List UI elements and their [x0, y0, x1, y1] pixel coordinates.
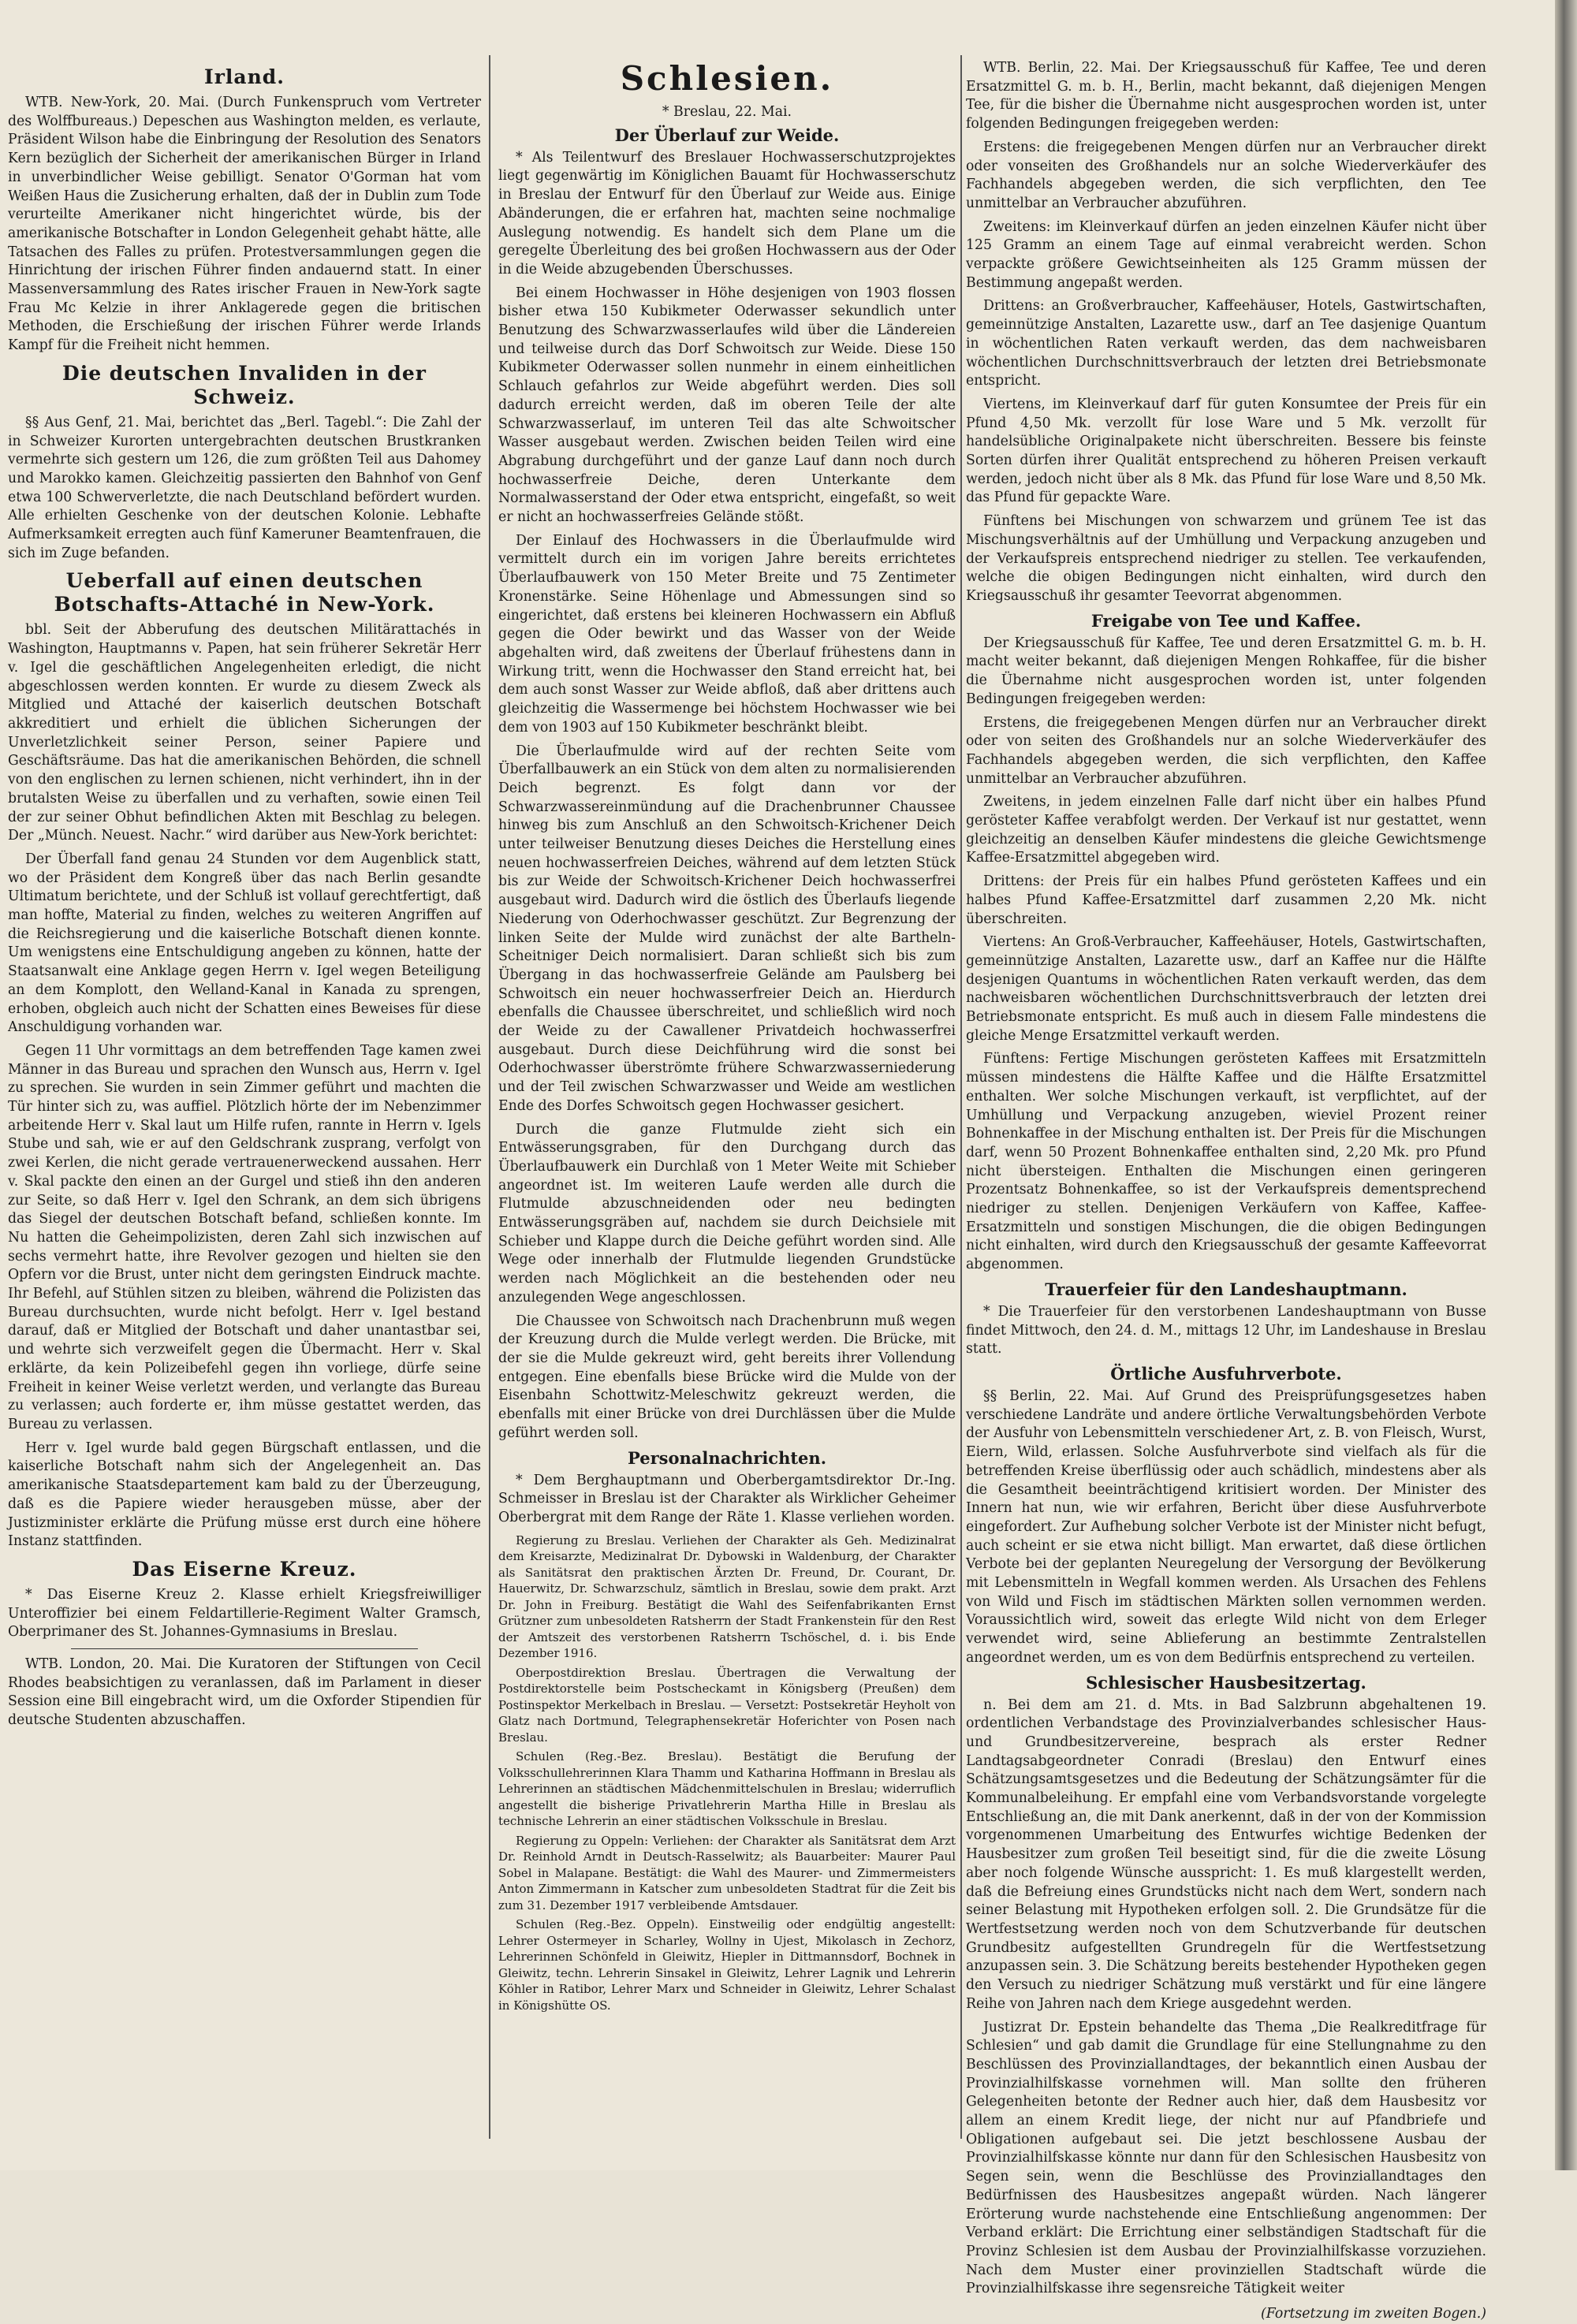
article-tee-intro: WTB. Berlin, 22. Mai. Der Kriegsausschuß für Kaffee, Tee und deren Ersatzmittel G. m. b. H., Berlin, macht bekannt, daß diejenigen Mengen Tee, für die bisher die Übernahme nicht ausgesprochen worden ist, unter folgenden Bedingungen freigegeben werden:	[966, 60, 1486, 132]
article-london: WTB. London, 20. Mai. Die Kuratoren der Stiftungen von Cecil Rhodes beabsichtigen zu veranlassen, daß im Parlament in dieser Session eine Bill eingebracht wird, um die Oxforder Stipendien für deutsche Studenten abzuschaffen.	[8, 1656, 481, 1729]
heading-ausfuhrverbote: Örtliche Ausfuhrverbote.	[1110, 1364, 1342, 1384]
article-personal: * Dem Berghauptmann und Oberbergamtsdirektor Dr.-Ing. Schmeisser in Breslau ist der Charakter als Wirklicher Geheimer Oberbergrat mit dem Range der Räte 1. Klasse verliehen worden.	[498, 1472, 956, 1525]
heading-freigabe: Freigabe von Tee und Kaffee.	[1090, 610, 1362, 631]
article-tee-2: Zweitens: im Kleinverkauf dürfen an jeden einzelnen Käufer nicht über 125 Gramm an einem Tage auf einmal verabreicht werden. Schon verpackte größere Gewichtseinheiten als 125 Gramm müssen der Bestimmung angepaßt werden.	[966, 218, 1486, 291]
heading-schlesien: Schlesien.	[620, 59, 834, 98]
personal-item: Regierung zu Breslau. Verliehen der Charakter als Geh. Medizinalrat dem Kreisarzte, Medizinalrat Dr. Dybowski in Waldenburg, der Charakter als Sanitätsrat den praktischen Ärzten Dr. Freund, Dr. Courant, Dr. Hauerwitz, Dr. Schwarzschulz, sämtlich in Breslau, sowie dem prakt. Arzt Dr. John in Freiburg. Bestätigt die Wahl des Seifenfabrikanten Ernst Grützner zum unbesoldeten Ratsherrn der Stadt Frankenstein für den Rest der Amtszeit des verstorbenen Ratsherrn Tschöschel, d. i. bis Ende Dezember 1916.	[498, 1533, 956, 1661]
personal-item: Schulen (Reg.-Bez. Oppeln). Einstweilig oder endgültig angestellt: Lehrer Ostermeyer in Scharley, Wollny in Ujest, Mikolasch in Zechorz, Lehrerinnen Schönfeld in Gleiwitz, Hiepler in Dittmannsdorf, Bochnek in Gleiwitz, techn. Lehrerin Sinsakel in Gleiwitz, Lehrer Lagnik und Lehrerin Köhler in Ratibor, Lehrer Marx und Schneider in Gleiwitz, Lehrer Schalast in Königshütte OS.	[498, 1917, 956, 2013]
article-irland: WTB. New-York, 20. Mai. (Durch Funkenspruch vom Vertreter des Wolffbureaus.) Depeschen aus Washington melden, es verlaute, Präsident Wilson habe die Einbringung der Resolution des Senators Kern bezüglich der Sicherheit der amerikanischen Bürger in Irland in unverbindlicher Weise gebilligt. Senator O'Gorman hat vom Weißen Haus die Zusicherung erhalten, daß der in Dublin zum Tode verurteilte Amerikaner nicht hingerichtet würde, bis der amerikanische Botschafter in London Gelegenheit gehabt hätte, alle Tatsachen des Falles zu prüfen. Protestversammlungen gegen die Hinrichtung der irischen Führer finden andauernd statt. In einer Massenversammlung des Rates irischer Frauen in New-York sagte Frau Mc Kelzie in ihrer Anklagerede gegen die britischen Methoden, die Erschießung der irischen Führer werde Irlands Kampf für die Freiheit nicht hemmen.	[8, 95, 482, 354]
article-ueberfall-p2: Der Überfall fand genau 24 Stunden vor dem Augenblick statt, wo der Präsident dem Kongreß über das nach Berlin gesandte Ultimatum berichtete, und der Schluß ist vollauf gerechtfertigt, daß man hoffte, Material zu finden, welches zu weiteren Angriffen auf die Reichsregierung und die kaiserliche Botschaft dienen konnte. Um wenigstens eine Entschuldigung angeben zu können, hatte der Staatsanwalt eine Anklage gegen Herrn v. Igel wegen Beteiligung an dem Komplott, den Welland-Kanal in Kanada zu sprengen, erhoben, obgleich auch nicht der Schatten eines Beweises für diese Anschuldigung vorhanden war.	[8, 851, 481, 1036]
column-middle	[498, 59, 956, 2139]
article-kaffee-intro: Der Kriegsausschuß für Kaffee, Tee und deren Ersatzmittel G. m. b. H. macht weiter bekannt, daß diejenigen Mengen Rohkaffee, für die bisher die Übernahme nicht ausgesprochen worden ist, unter folgenden Bedingungen freigegeben werden:	[966, 635, 1486, 707]
article-weide-p5: Durch die ganze Flutmulde zieht sich ein Entwässerungsgraben, für den Durchgang durch das Überlaufbauwerk ein Durchlaß von 1 Meter Weite mit Schieber angeordnet ist. Im weiteren Laufe werden alle durch die Flutmulde abzuschneidenden oder neu bedingten Entwässerungsgräben auf, nachdem sie durch Deichsiele mit Schieber und Klappe durch die Deiche geführt worden sind. Alle Wege oder innerhalb der Flutmulde liegenden Grundstücke werden nach Möglichkeit an die bestehenden oder neu anzulegenden Wege angeschlossen.	[498, 1121, 956, 1305]
article-ueberfall-p3: Gegen 11 Uhr vormittags an dem betreffenden Tage kamen zwei Männer in das Bureau und sprachen den Wunsch aus, Herrn v. Igel zu sprechen. Sie wurden in sein Zimmer geführt und machten die Tür hinter sich zu, was auffiel. Plötzlich hörte der im Nebenzimmer arbeitende Herr v. Skal laut um Hilfe rufen, rannte in Herrn v. Igels Stube und sah, wie er auf den Geldschrank zusprang, verfolgt von zwei Kerlen, die nicht gerade vertrauenerweckend aussahen. Herr v. Skal packte den einen an der Gurgel und stieß ihn den anderen zur Seite, so daß Herr v. Igel den Schrank, an dem sich übrigens das Siegel der deutschen Botschaft befand, schließen konnte. Im Nu hatten die Geheimpolizisten, deren Zahl sich inzwischen auf sechs vermehrt hatte, ihre Revolver gezogen und hielten sie den Opfern vor die Brust, unter nicht dem geringsten Eindruck machte. Ihr Befehl, auf Stühlen sitzen zu bleiben, während die Polizisten das Bureau durchsuchten, wurde nicht befolgt. Herr v. Igel bestand darauf, daß er Mitglied der Botschaft und daher unantastbar sei, und wehrte sich verzweifelt gegen die Übermacht. Herr v. Skal erklärte, da kein Polizeibefehl gegen ihn vorliege, dürfe seine Freiheit in keiner Weise verletzt werden, und verlangte das Bureau zu verlassen; auch forderte er, ihm müsse gestattet werden, das Bureau zu verlassen.	[8, 1042, 481, 1432]
article-trauerfeier: * Die Trauerfeier für den verstorbenen Landeshauptmann von Busse findet Mittwoch, den 24. d. M., mittags 12 Uhr, im Landeshause in Breslau statt.	[966, 1303, 1486, 1358]
article-tee-1: Erstens: die freigegebenen Mengen dürfen nur an Verbraucher direkt oder vonseiten des Großhandels nur an solche Wiederverkäufer des Fachhandels abgegeben werden, die sich verpflichten, den Tee unmittelbar an Verbraucher abzuführen.	[966, 139, 1486, 211]
heading-trauerfeier: Trauerfeier für den Landeshauptmann.	[1045, 1279, 1407, 1299]
personal-item: Schulen (Reg.-Bez. Breslau). Bestätigt die Berufung der Volksschullehrerinnen Klara Thamm und Katharina Hoffmann in Breslau als Lehrerinnen an städtischen Mädchenmittelschulen in Breslau; widerruflich angestellt die bisherige Privatlehrerin Martha Hille in Breslau als technische Lehrerin an einer städtischen Volksschule in Breslau.	[498, 1749, 956, 1829]
article-tee-4: Viertens, im Kleinverkauf darf für guten Konsumtee der Preis für ein Pfund 4,50 Mk. verzollt für lose Ware und 5 Mk. verzollt für handelsübliche Originalpakete nicht überschreiten. Bessere bis feinste Sorten dürfen ihrer Qualität entsprechend zu höheren Preisen verkauft werden, jedoch nicht über als 8 Mk. das Pfund für lose Ware und 8,50 Mk. das Pfund für gepackte Ware.	[966, 396, 1486, 506]
article-ueberfall-p4: Herr v. Igel wurde bald gegen Bürgschaft entlassen, und die kaiserliche Botschaft nahm sich der Angelegenheit an. Das amerikanische Staatsdepartement kam bald zu der Überzeugung, daß es die Papiere wieder herausgeben müsse, aber der Justizminister erklärte die Prüfung müsse erst durch eine höhere Instanz stattfinden.	[8, 1439, 481, 1550]
article-weide-p4: Die Überlaufmulde wird auf der rechten Seite vom Überfallbauwerk an ein Stück von dem alten zu normalisierenden Deich begrenzt. Es folgt dann vor der Schwarzwassereinmündung auf die Drachenbrunner Chaussee hinweg bis zum Anschluß an den Schwoitsch-Krichener Deich unter teilweiser Benutzung dieses Deiches die Herstellung eines neuen hochwasserfreien Deiches, während auf dem letzten Stück bis zur Weide der Schwoitsch-Krichener Deich hochwasserfrei ausgebaut wird. Dadurch wird die östlich des Überlaufs liegende Niederung von Oderhochwasser geschützt. Zur Begrenzung der linken Seite der Mulde wird zunächst der alte Bartheln-Scheitniger Deich normalisiert. Daran schließt sich bis zum Übergang in das hochwasserfreie Gelände am Paulsberg bei Schwoitsch ein neuer hochwasserfreier Deich an. Hierdurch ebenfalls die Chaussee überschreitet, und schließlich wird noch der Weide zu der Cawallener Privatdeich hochwasserfrei ausgebaut. Durch diese Deichführung wird die sonst bei Oderhochwasser überströmte frühere Schwarzwasserniederung und der Teil zwischen Schwarzwasser und Weide am westlichen Ende des Dorfes Schwoitsch gegen Hochwasser gesichert.	[498, 743, 956, 1114]
heading-personal: Personalnachrichten.	[628, 1447, 826, 1468]
article-tee-5: Fünftens bei Mischungen von schwarzem und grünem Tee ist das Mischungsverhältnis auf der Umhüllung und Verpackung anzugeben und der Verkaufspreis entsprechend niedriger zu stellen. Tee verkaufenden, welche die obigen Bedingungen nicht einhalten, wird durch den Kriegsausschuß ihr gesamter Teevorrat abgenommen.	[966, 513, 1486, 604]
page-binding-edge	[1555, 0, 1577, 2170]
article-ausfuhrverbote: §§ Berlin, 22. Mai. Auf Grund des Preisprüfungsgesetzes haben verschiedene Landräte und andere örtliche Verwaltungsbehörden Verbote der Ausfuhr von Lebensmitteln verschiedener Art, z. B. von Fleisch, Wurst, Eiern, Wild, erlassen. Solche Ausfuhrverbote sind vielfach als für die betreffenden Kreise überflüssig oder auch schädlich, mindestens aber als die Gesamtheit beeinträchtigend kritisiert worden. Der Minister des Innern hat nun, wie wir erfahren, Bericht über diese Ausfuhrverbote eingefordert. Zur Aufhebung solcher Verbote ist der Minister nicht befugt, auch scheint er sie etwa nicht billigt. Man erwartet, daß diese örtlichen Verbote bei der geplanten Neuregelung der Versorgung der Bevölkerung mit Lebensmitteln in Wegfall kommen werden. Als Ursachen des Fehlens von Wild und Fisch im städtischen Märkten sollen vernommen werden. Voraussichtlich wird, soweit das erlegte Wild nicht von dem Erleger verwendet wird, seine Ablieferung an bestimmte Zentralstellen angeordnet werden, um es von dem Bedürfnis entsprechend zu verteilen.	[966, 1388, 1486, 1666]
article-kaffee-3: Drittens: der Preis für ein halbes Pfund gerösteten Kaffees und ein halbes Pfund Kaffee-Ersatzmittel darf zusammen 2,20 Mk. nicht überschreiten.	[966, 873, 1486, 927]
column-rule	[489, 55, 490, 2139]
article-tee-3: Drittens: an Großverbraucher, Kaffeehäuser, Hotels, Gastwirtschaften, gemeinnützige Anstalten, Lazarette usw., darf an Tee dasjenige Quantum in wöchentlichen Raten verkauft werden, das dem nachweisbaren wöchentlichen Durchschnittsverbrauch der letzten drei Betriebsmonate entspricht.	[966, 298, 1486, 389]
column-left	[8, 59, 481, 2139]
article-kaffee-1: Erstens, die freigegebenen Mengen dürfen nur an Verbraucher direkt oder von seiten des Großhandels nur an solche Wiederverkäufer des Fachhandels abgegeben werden, die sich verpflichten, den Kaffee unmittelbar an Verbraucher abzuführen.	[966, 714, 1486, 787]
column-rule	[960, 55, 962, 2139]
heading-weide: Der Überlauf zur Weide.	[614, 125, 840, 145]
column-right	[966, 59, 1486, 2322]
article-kaffee-2: Zweitens, in jedem einzelnen Falle darf nicht über ein halbes Pfund gerösteter Kaffee verabfolgt werden. Der Verkauf ist nur gestattet, wenn gleichzeitig an denselben Käufer mindestens die gleiche Gewichtsmenge Kaffee-Ersatzmittel abgegeben wird.	[966, 794, 1486, 866]
article-kaffee-5: Fünftens: Fertige Mischungen gerösteten Kaffees mit Ersatzmitteln müssen mindestens die Hälfte Kaffee und die Hälfte Ersatzmittel enthalten. Wer solche Mischungen verkauft, ist verpflichtet, auf der Umhüllung und Verpackung anzugeben, wieviel Prozent reiner Bohnenkaffee in der Mischung enthalten ist. Der Preis für die Mischungen darf, wenn 50 Prozent Bohnenkaffee enthalten sind, 2,20 Mk. pro Pfund nicht übersteigen. Enthalten die Mischungen einen geringeren Prozentsatz Bohnenkaffee, so ist der Verkaufspreis dementsprechend niedriger zu stellen. Denjenigen Verkäufern von Kaffee, Kaffee-Ersatzmitteln und sonstigen Mischungen, die die obigen Bedingungen nicht einhalten, wird durch den Kriegsausschuß der gesamte Kaffeevorrat abgenommen.	[966, 1051, 1486, 1273]
heading-hausbesitzertag: Schlesischer Hausbesitzertag.	[1086, 1672, 1366, 1693]
continuation-note: (Fortsetzung im zweiten Bogen.)	[1261, 2306, 1486, 2322]
personal-item: Oberpostdirektion Breslau. Übertragen die Verwaltung der Postdirektorstelle beim Postscheckamt in Königsberg (Preußen) dem Postinspektor Merkelbach in Breslau. — Versetzt: Postsekretär Heyholt von Glatz nach Dortmund, Telegraphensekretär Hoferichter von Posen nach Breslau.	[498, 1665, 956, 1745]
article-invaliden: §§ Aus Genf, 21. Mai, berichtet das „Berl. Tagebl.“: Die Zahl der in Schweizer Kurorten untergebrachten deutschen Brustkranken vermehrte sich gestern um 126, die zum größten Teil aus Dahomey und Marokko kamen. Gleichzeitig passierten den Bahnhof von Genf etwa 100 Schwerverletzte, die nach Deutschland befördert wurden. Alle erhielten Geschenke von der deutschen Kolonie. Lebhafte Aufmerksamkeit erregten auch fünf Kameruner Beamtenfrauen, die sich im Zuge befanden.	[8, 414, 481, 561]
article-weide-p1: * Als Teilentwurf des Breslauer Hochwasserschutzprojektes liegt gegenwärtig im Königlichen Bauamt für Hochwasserschutz in Breslau der Entwurf für den Überlauf zur Weide aus. Einige Abänderungen, die er erfahren hat, machten seine nochmalige Auslegung notwendig. Es handelt sich dem Plane um die geregelte Überleitung des bei großen Hochwassern aus der Oder in die Weide abzugebenden Überschusses.	[498, 149, 956, 277]
separator	[71, 1648, 418, 1649]
personal-list	[498, 1533, 956, 2014]
heading-eisernes-kreuz: Das Eiserne Kreuz.	[132, 1557, 357, 1581]
heading-invaliden: Die deutschen Invaliden in der Schweiz.	[62, 361, 427, 408]
heading-irland: Irland.	[204, 65, 285, 88]
article-kaffee-4: Viertens: An Groß-Verbraucher, Kaffeehäuser, Hotels, Gastwirtschaften, gemeinnützige Anstalten, Lazarette usw., darf an Kaffee nur die Hälfte desjenigen Quantums in wöchentlichen Raten verkauft werden, das dem nachweisbaren wöchentlichen Durchschnittsverbrauch der letzten drei Betriebsmonate entspricht. Es muß auch in diesem Falle mindestens die gleiche Menge Ersatzmittel verkauft werden.	[966, 934, 1486, 1044]
personal-item: Regierung zu Oppeln: Verliehen: der Charakter als Sanitätsrat dem Arzt Dr. Reinhold Arndt in Deutsch-Rasselwitz; als Bauarbeiter: Maurer Paul Sobel in Malapane. Bestätigt: die Wahl des Maurer- und Zimmermeisters Anton Zimmermann in Katscher zum unbesoldeten Stadtrat für die Zeit bis zum 31. Dezember 1917 verbleibende Amtsdauer.	[498, 1833, 956, 1912]
article-hausbesitzertag-p1: n. Bei dem am 21. d. Mts. in Bad Salzbrunn abgehaltenen 19. ordentlichen Verbandstage des Provinzialverbandes schlesischer Haus- und Grundbesitzervereine, besprach als erster Redner Landtagsabgeordneter Conradi (Breslau) den Entwurf eines Schätzungsamtsgesetzes und die Bedeutung der Schätzungsämter für die Kommunalbeleihung. Er empfahl eine vom Verbandsvorstande vorgelegte Entschließung an, die mit Dank anerkennt, daß in der von der Kommission vorgenommenen Umarbeitung des Entwurfes wichtige Bedenken der Hausbesitzer zum großen Teil beseitigt sind, für die die zweite Lösung aber noch folgende Wünsche ausspricht: 1. Es muß klargestellt werden, daß die Befreiung eines Grundstücks nicht nach dem Wert, sondern nach seiner Belastung mit Hypotheken erfolgen soll. 2. Die Grundsätze für die Wertfestsetzung werden noch von dem Schutzverbande für deutschen Grundbesitz aufgestellten Grundregeln für die Wertfestsetzung anzupassen sein. 3. Die Schätzung bereits bestehender Hypotheken gegen den Versuch zu niedriger Schätzung muß verstärkt und für eine längere Reihe von Jahren nach dem Kriege ausgedehnt werden.	[966, 1696, 1486, 2012]
dateline-breslau: * Breslau, 22. Mai.	[662, 104, 792, 120]
article-weide-p3: Der Einlauf des Hochwassers in die Überlaufmulde wird vermittelt durch ein im vorigen Jahre bereits errichtetes Überlaufbauwerk von 150 Meter Breite und 75 Zentimeter Kronenstärke. Seine Höhenlage und Abmessungen sind so eingerichtet, daß erstens bei kleineren Hochwassern ein Abfluß gegen die Oder bewirkt und das Wasser von der Weide abgehalten wird, daß zweitens der Überlauf frühestens dann in Wirkung tritt, wenn die Hochwasser den Stand erreicht hat, bei dem auch sonst Wasser zur Weide abfloß, daß aber drittens auch gleichzeitig die Wassermenge bei höchstem Hochwasser wie bei dem von 1903 auf 150 Kubikmeter beschränkt bleibt.	[498, 532, 956, 736]
heading-ueberfall: Ueberfall auf einen deutschen Botschafts-Attaché in New-York.	[54, 569, 435, 616]
article-weide-p6: Die Chaussee von Schwoitsch nach Drachenbrunn muß wegen der Kreuzung durch die Mulde verlegt werden. Die Brücke, mit der sie die Mulde gekreuzt wird, geht bereits ihrer Vollendung entgegen. Eine ebenfalls biese Brücke wird die Mulde von der Eisenbahn Schottwitz-Meleschwitz gekreuzt werden, die ebenfalls mit einer Brücke von drei Durchlässen über die Mulde geführt werden soll.	[498, 1313, 956, 1441]
article-hausbesitzertag-p2: Justizrat Dr. Epstein behandelte das Thema „Die Realkreditfrage für Schlesien“ und gab damit die Grundlage für eine Stellungnahme zu den Beschlüssen des Provinziallandtages, der bekanntlich einen Ausbau der Provinzialhilfskasse vornehmen will. Man sollte den früheren Gelegenheiten betonte der Redner auch hier, daß dem Hausbesitz vor allem an einem Kredit liege, der nicht nur auf Pfandbriefe und Obligationen aufgebaut sei. Die jetzt beschlossene Ausbau der Provinzialhilfskasse könnte nur dann für den Schlesischen Hausbesitz von Segen sein, wenn die Beschlüsse des Provinziallandtages den Bedürfnissen des Hausbesitzes angepaßt würden. Nach längerer Erörterung wurde nachstehende eine Entschließung angenommen: Der Verband erklärt: Die Errichtung einer selbständigen Stadtschaft für die Provinz Schlesien ist dem Ausbau der Provinzialhilfskasse vorzuziehen. Nach dem Muster einer provinziellen Stadtschaft würde die Provinzialhilfskasse ihre segensreiche Tätigkeit weiter	[966, 2019, 1486, 2297]
article-ueberfall-p1: bbl. Seit der Abberufung des deutschen Militärattachés in Washington, Hauptmanns v. Papen, hat sein früherer Sekretär Herr v. Igel die geschäftlichen Angelegenheiten erledigt, die nicht abgeschlossen werden konnten. Er wurde zu diesem Zweck als Mitglied und Attaché der kaiserlich deutschen Botschaft akkreditiert und erhielt die üblichen Sicherungen der Unverletzlichkeit seiner Person, seiner Papiere und Geschäftsräume. Das hat die amerikanischen Behörden, die schnell von den englischen zu lernen schienen, nicht verhindert, ihn in der brutalsten Weise zu überfallen und zu verhaften, sowie einen Teil der zur seiner Obhut befindlichen Akten mit Beschlag zu belegen. Der „Münch. Neuest. Nachr.“ wird darüber aus New-York berichtet:	[8, 622, 481, 844]
article-eisernes-kreuz: * Das Eiserne Kreuz 2. Klasse erhielt Kriegsfreiwilliger Unteroffizier bei einem Feldartillerie-Regiment Walter Gramsch, Oberprimaner des St. Johannes-Gymnasiums in Breslau.	[8, 1586, 481, 1641]
article-weide-p2: Bei einem Hochwasser in Höhe desjenigen von 1903 flossen bisher etwa 150 Kubikmeter Oderwasser sekundlich unter Benutzung des Schwarzwasserlaufes wild über die Ländereien und teilweise durch das Dorf Schwoitsch zur Weide. Diese 150 Kubikmeter Oderwasser sollen nunmehr in einem einheitlichen Schlauch gefahrlos zur Weide abgeführt werden. Dies soll dadurch erreicht werden, daß im oberen Teile der alte Schwarzwasserlauf, im unteren Teil das alte Schwoitscher Wasser ausgebaut werden. Zwischen beiden Teilen wird eine Abgrabung durchgeführt und der ganze Lauf dann noch durch hochwasserfreie Deiche, deren Unterkante dem Normalwasserstand der Oder etwa entspricht, eingefaßt, so weit er nicht an hochwasserfreies Gelände stößt.	[498, 285, 956, 526]
